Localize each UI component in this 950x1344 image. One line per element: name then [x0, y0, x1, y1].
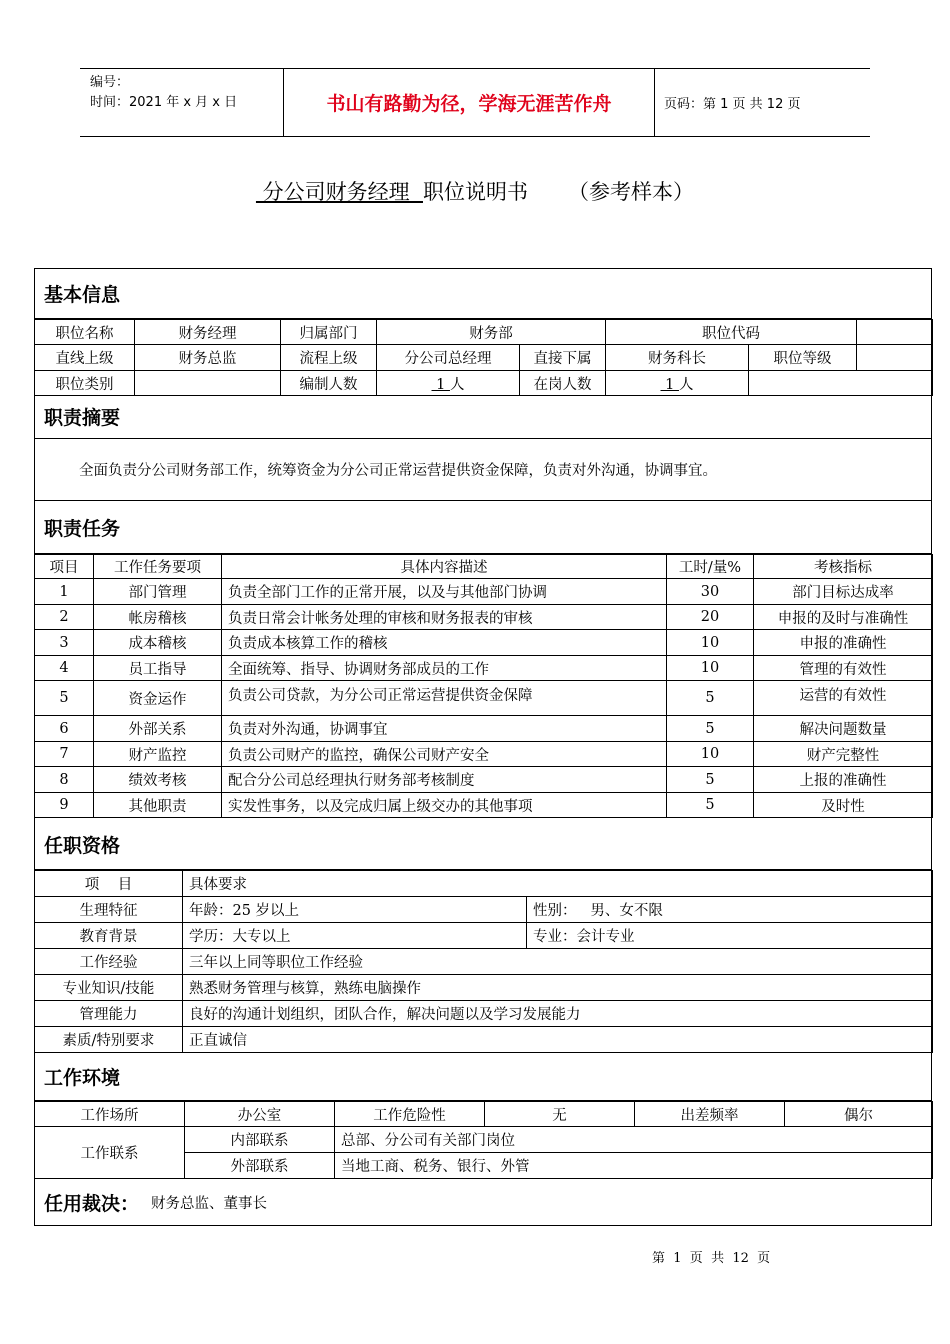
duty-task: 成本稽核	[94, 630, 222, 656]
duty-index: 4	[35, 656, 94, 681]
section-summary: 职责摘要	[35, 395, 931, 439]
duty-task: 外部关系	[94, 716, 222, 742]
table-row	[35, 742, 933, 767]
col-kpi: 考核指标	[754, 555, 933, 579]
label-position-grade: 职位等级	[749, 345, 857, 371]
basic-row-1	[35, 320, 933, 345]
qual-row-education: 教育背景 学历：大专以上 专业：会计专业	[35, 923, 933, 949]
appointment-label: 任用裁决：	[44, 1192, 140, 1215]
duty-workload: 20	[667, 605, 754, 630]
duty-index: 9	[35, 793, 94, 818]
duty-workload: 5	[667, 681, 754, 716]
duty-workload: 5	[667, 716, 754, 742]
value-direct-subordinate: 财务科长	[606, 345, 749, 371]
title-note: （参考样本）	[568, 180, 695, 204]
summary-text: 全面负责分公司财务部工作，统筹资金为分公司正常运营提供资金保障，负责对外沟通，协调事宜。	[35, 439, 931, 501]
duty-description: 配合分公司总经理执行财务部考核制度	[222, 767, 667, 793]
qual-col-item: 项 目	[35, 871, 183, 897]
duty-index: 7	[35, 742, 94, 767]
document-title	[0, 176, 950, 206]
table-row	[35, 767, 933, 793]
appointment-value: 财务总监、董事长	[151, 1195, 268, 1212]
value-position-name: 财务经理	[135, 320, 281, 345]
duty-task: 资金运作	[94, 681, 222, 716]
header-motto-cell	[283, 69, 655, 136]
section-basic-info: 基本信息	[35, 269, 931, 319]
page-header	[80, 68, 870, 137]
duty-index: 6	[35, 716, 94, 742]
duty-description: 负责全部门工作的正常开展，以及与其他部门协调	[222, 579, 667, 605]
duty-kpi: 部门目标达成率	[754, 579, 933, 605]
footer-page-number: 第 1 页 共 12 页	[652, 1251, 771, 1266]
duty-workload: 10	[667, 742, 754, 767]
duty-description: 负责公司贷款，为分公司正常运营提供资金保障	[222, 681, 667, 716]
qualifications-table	[34, 870, 933, 1053]
motto: 书山有路勤为径，学海无涯苦作舟	[326, 93, 612, 115]
col-workload: 工时/量%	[667, 555, 754, 579]
duty-index: 5	[35, 681, 94, 716]
duty-description: 负责对外沟通，协调事宜	[222, 716, 667, 742]
title-main: 职位说明书	[422, 180, 528, 204]
qual-row-skills: 专业知识/技能 熟悉财务管理与核算，熟练电脑操作	[35, 975, 933, 1001]
qual-row-quality: 素质/特别要求 正直诚信	[35, 1027, 933, 1053]
label-position-category: 职位类别	[35, 371, 135, 396]
duty-index: 2	[35, 605, 94, 630]
page-counter: 页码：第 1 页 共 12 页	[664, 97, 801, 112]
table-row	[35, 656, 933, 681]
duty-kpi: 申报的及时与准确性	[754, 605, 933, 630]
duty-kpi: 及时性	[754, 793, 933, 818]
header-meta	[90, 73, 237, 113]
duty-workload: 5	[667, 793, 754, 818]
time-label: 时间：2021 年 x 月 x 日	[90, 95, 238, 110]
value-department: 财务部	[377, 320, 606, 345]
value-position-code	[857, 320, 933, 345]
section-qualifications: 任职资格	[35, 820, 931, 870]
duty-index: 8	[35, 767, 94, 793]
duty-description: 实发性事务，以及完成归属上级交办的其他事项	[222, 793, 667, 818]
label-position-code: 职位代码	[606, 320, 857, 345]
duty-workload: 10	[667, 656, 754, 681]
col-description: 具体内容描述	[222, 555, 667, 579]
duties-header-row	[35, 555, 933, 579]
env-row-1: 工作场所 办公室 工作危险性 无 出差频率 偶尔	[35, 1102, 933, 1127]
duty-workload: 5	[667, 767, 754, 793]
qual-row-experience: 工作经验 三年以上同等职位工作经验	[35, 949, 933, 975]
duties-table	[34, 554, 933, 818]
value-position-category	[135, 371, 281, 396]
label-process-superior: 流程上级	[281, 345, 377, 371]
duty-kpi: 财产完整性	[754, 742, 933, 767]
title-position: 分公司财务经理	[255, 180, 423, 204]
qual-row-management: 管理能力 良好的沟通计划组织，团队合作，解决问题以及学习发展能力	[35, 1001, 933, 1027]
duty-kpi: 管理的有效性	[754, 656, 933, 681]
duty-index: 3	[35, 630, 94, 656]
label-department: 归属部门	[281, 320, 377, 345]
table-row	[35, 630, 933, 656]
value-position-grade	[857, 345, 933, 371]
value-headcount: 1 人	[377, 371, 520, 396]
env-row-internal: 工作联系 内部联系 总部、分公司有关部门岗位	[35, 1127, 933, 1153]
table-row	[35, 716, 933, 742]
table-row	[35, 579, 933, 605]
duty-task: 员工指导	[94, 656, 222, 681]
basic-info-table	[34, 319, 933, 396]
section-appointment	[35, 1179, 931, 1225]
duty-task: 财产监控	[94, 742, 222, 767]
env-row-external: 外部联系 当地工商、税务、银行、外管	[35, 1153, 933, 1179]
table-row	[35, 605, 933, 630]
label-position-name: 职位名称	[35, 320, 135, 345]
duty-description: 负责公司财产的监控，确保公司财产安全	[222, 742, 667, 767]
label-work-contact: 工作联系	[35, 1127, 185, 1179]
label-direct-superior: 直线上级	[35, 345, 135, 371]
duty-task: 其他职责	[94, 793, 222, 818]
duty-kpi: 运营的有效性	[754, 681, 933, 716]
job-description-form	[34, 268, 932, 1226]
basic-row-2	[35, 345, 933, 371]
section-work-environment: 工作环境	[35, 1052, 931, 1101]
qual-col-requirement: 具体要求	[183, 871, 933, 897]
qual-header-row	[35, 871, 933, 897]
duty-description: 负责成本核算工作的稽核	[222, 630, 667, 656]
table-row	[35, 681, 933, 716]
duty-index: 1	[35, 579, 94, 605]
number-label: 编号：	[90, 75, 130, 90]
basic-row-3	[35, 371, 933, 396]
duty-kpi: 申报的准确性	[754, 630, 933, 656]
duty-workload: 10	[667, 630, 754, 656]
duty-description: 全面统筹、指导、协调财务部成员的工作	[222, 656, 667, 681]
duty-kpi: 解决问题数量	[754, 716, 933, 742]
value-direct-superior: 财务总监	[135, 345, 281, 371]
work-environment-table	[34, 1101, 933, 1179]
duty-task: 帐房稽核	[94, 605, 222, 630]
duty-workload: 30	[667, 579, 754, 605]
col-item: 项目	[35, 555, 94, 579]
label-current-staff: 在岗人数	[520, 371, 606, 396]
duty-kpi: 上报的准确性	[754, 767, 933, 793]
duty-description: 负责日常会计帐务处理的审核和财务报表的审核	[222, 605, 667, 630]
table-row	[35, 793, 933, 818]
duty-task: 绩效考核	[94, 767, 222, 793]
qual-row-physical: 生理特征 年龄：25 岁以上 性别： 男、女不限	[35, 897, 933, 923]
value-current-staff: 1 人	[606, 371, 749, 396]
value-extra	[749, 371, 933, 396]
col-task: 工作任务要项	[94, 555, 222, 579]
value-process-superior: 分公司总经理	[377, 345, 520, 371]
label-direct-subordinate: 直接下属	[520, 345, 606, 371]
section-duties: 职责任务	[35, 501, 931, 554]
duty-task: 部门管理	[94, 579, 222, 605]
label-headcount: 编制人数	[281, 371, 377, 396]
